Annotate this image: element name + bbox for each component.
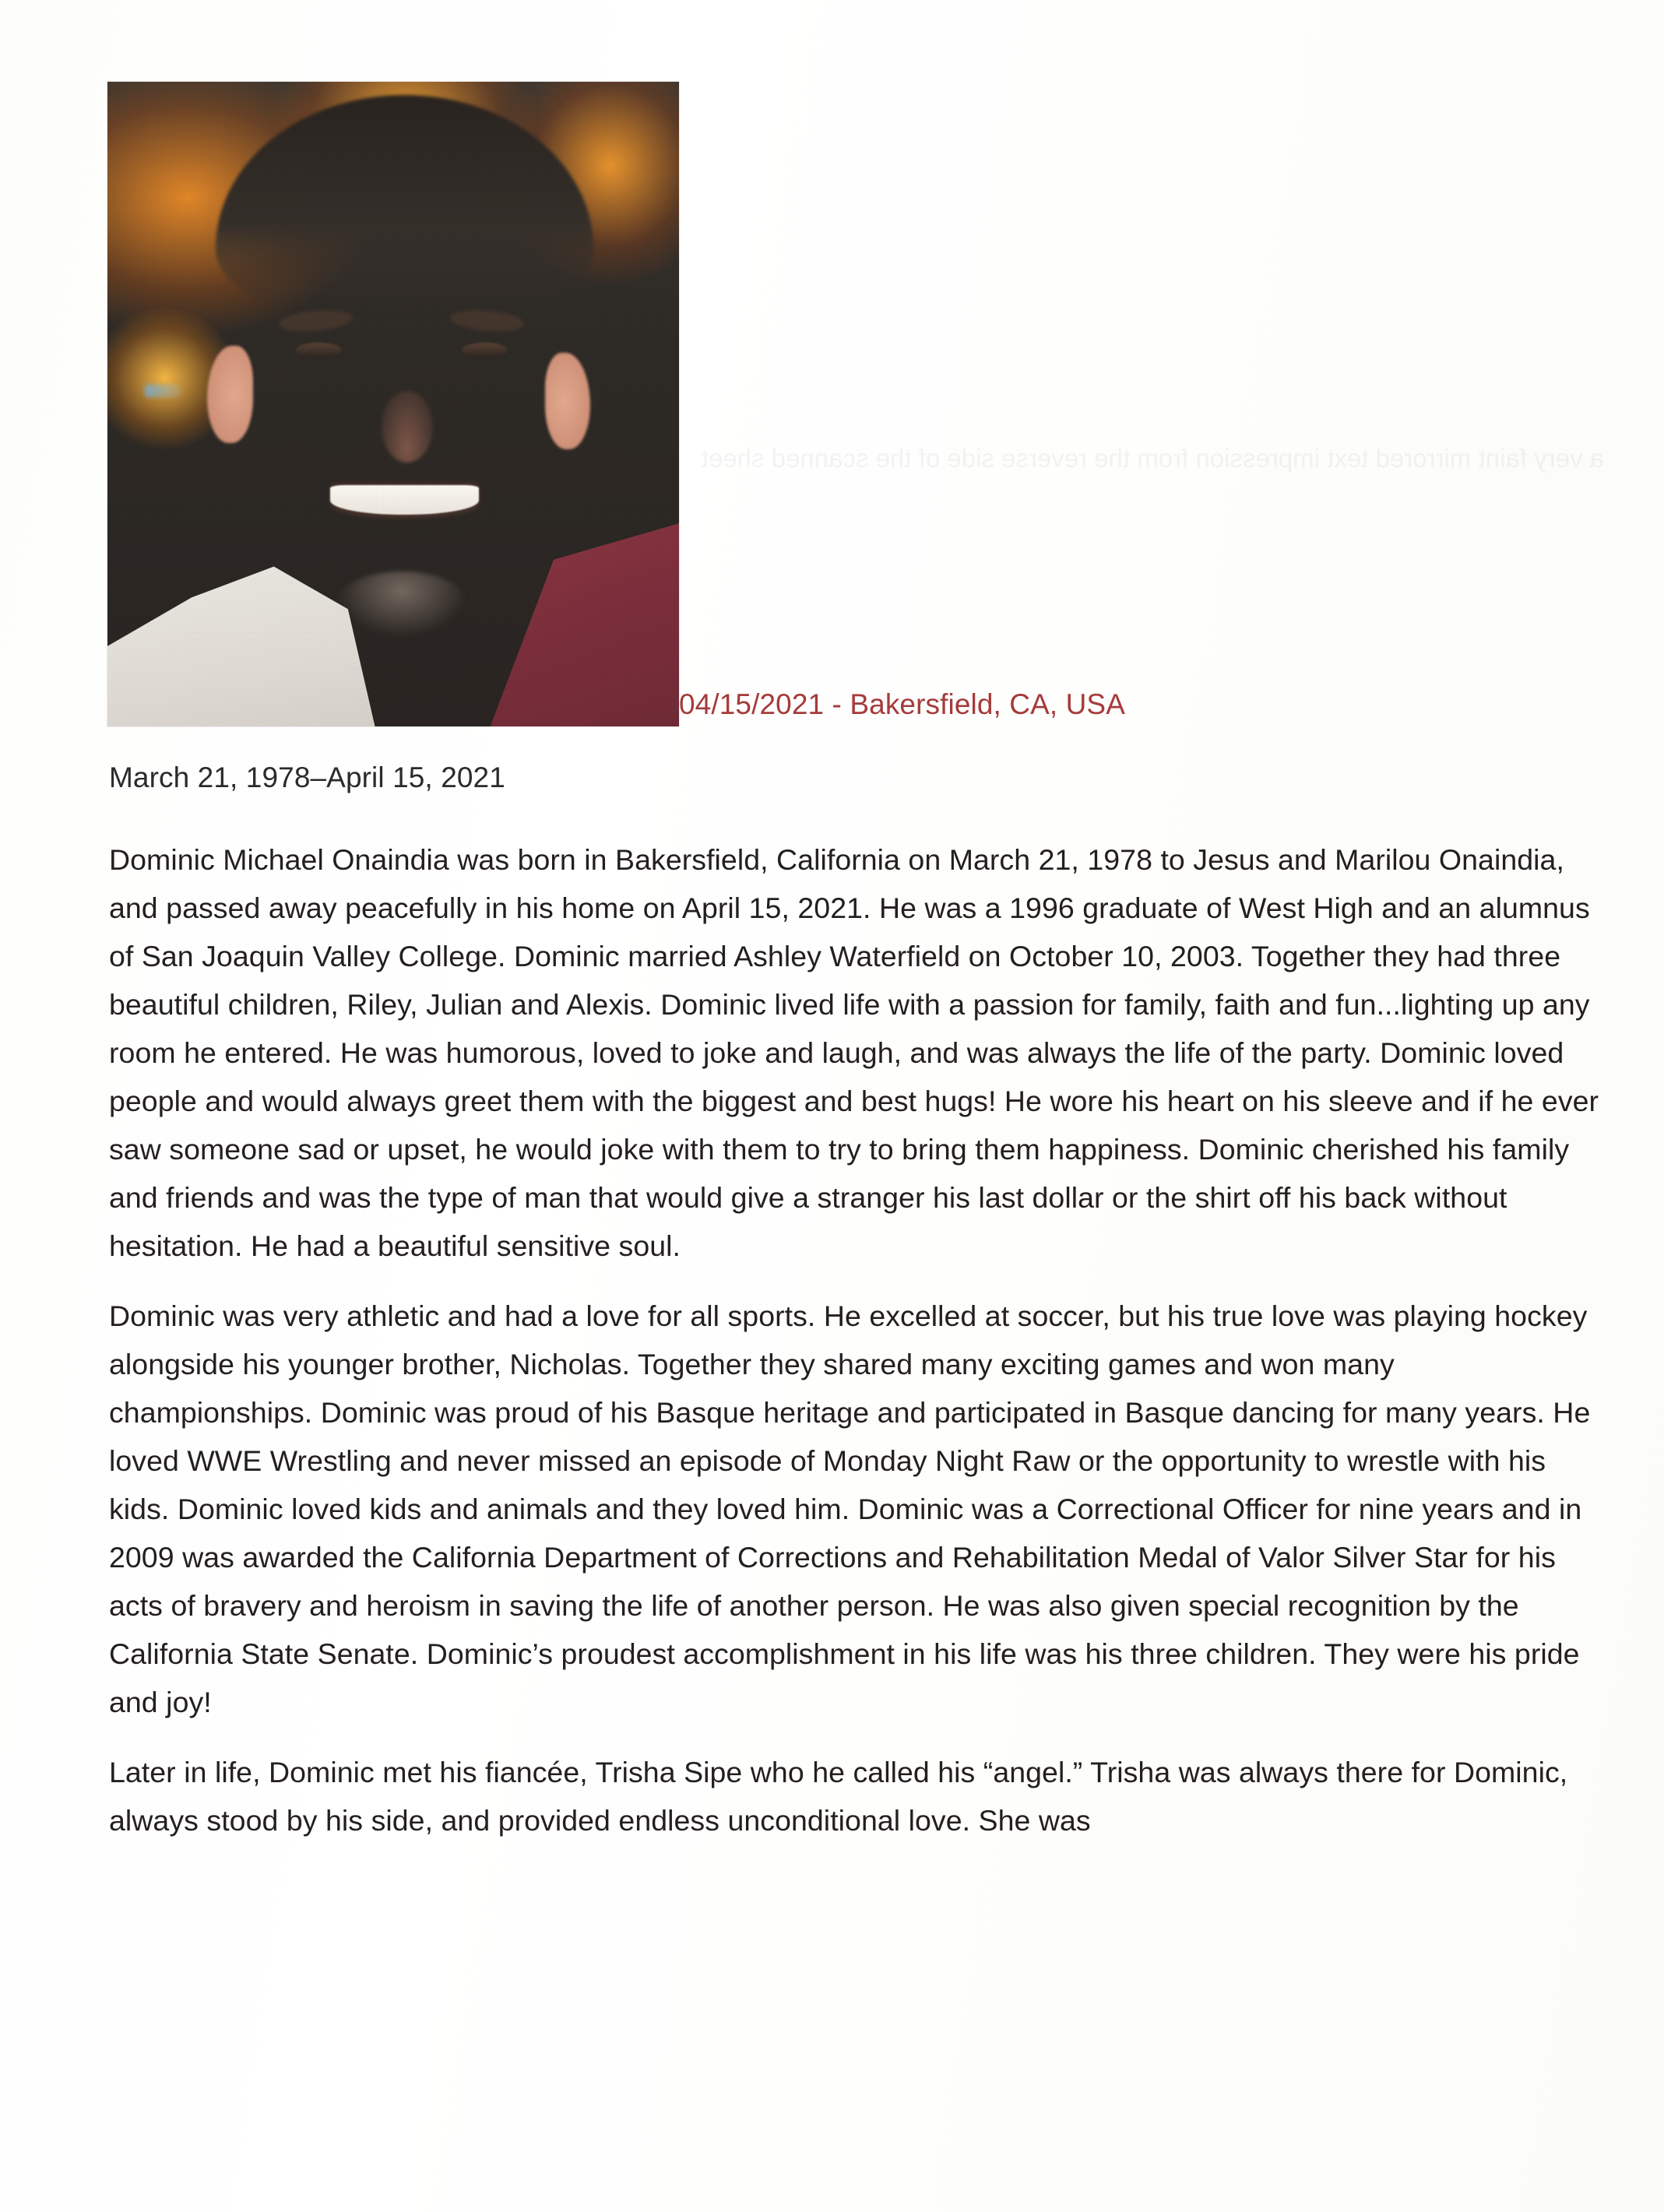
photo-background-sticker [145,385,181,397]
photo-subject-smile [330,485,479,515]
page-bleed-through: a very faint mirrored text impression from the reverse side of the scanned sheet [701,444,1604,473]
obituary-body [109,835,1600,1866]
life-span-dates: March 21, 1978–April 15, 2021 [109,761,505,793]
photo-subject-hair [216,95,593,315]
obituary-paragraph: Later in life, Dominic met his fiancée, Trisha Sipe who he called his “angel.” Trisha was always there for Dominic, always stood by his side, and provided endless unconditional love. She was [109,1756,1568,1837]
photo-subject-nose [382,391,433,462]
photo-subject-eye-right [462,343,508,358]
obituary-paragraph: Dominic Michael Onaindia was born in Bakersfield, California on March 21, 1978 to Jesus and Marilou Onaindia, and passed away peacefully in his home on April 15, 2021. He was a 1996 graduate of West High and an alumnus of San Joaquin Valley College. Dominic married Ashley Waterfield on October 10, 2003. Together they had three beautiful children, Riley, Julian and Alexis. Dominic lived life with a passion for family, faith and fun...lighting up any room he entered. He was humorous, loved to joke and laugh, and was always the life of the party. Dominic loved people and would always greet them with the biggest and best hugs! He wore his heart on his sleeve and if he ever saw someone sad or upset, he would joke with them to try to bring them happiness. Dominic cherished his family and friends and was the type of man that would give a stranger his last dollar or the shirt off his back without hesitation. He had a beautiful sensitive soul. [109,843,1599,1262]
photo-subject-ear-left [207,346,253,442]
obituary-paragraph: Dominic was very athletic and had a love for all sports. He excelled at soccer, but his true love was playing hockey alongside his younger brother, Nicholas. Together they shared many exciting games and won many championships. Dominic was proud of his Basque heritage and participated in Basque dancing for many years. He loved WWE Wrestling and never missed an episode of Monday Night Raw or the opportunity to wrestle with his kids. Dominic loved kids and animals and they loved him. Dominic was a Correctional Officer for nine years and in 2009 was awarded the California Department of Corrections and Rehabilitation Medal of Valor Silver Star for his acts of bravery and heroism in saving the life of another person. He was also given special recognition by the California State Senate. Dominic’s proudest accomplishment in his life was his three children. They were his pride and joy! [109,1299,1591,1718]
portrait-photo [107,82,679,726]
photo-subject-chin [336,571,468,636]
photo-background [107,82,679,726]
photo-subject-ear-right [545,353,591,449]
death-date-and-location: 04/15/2021 - Bakersfield, CA, USA [679,688,1125,720]
